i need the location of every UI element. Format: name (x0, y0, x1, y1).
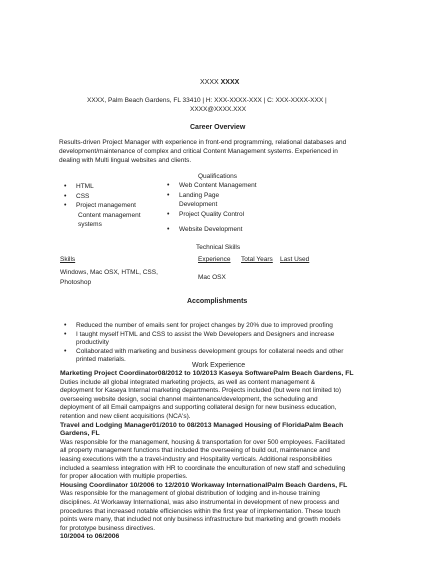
qualification-item: • Project Quality Control (165, 210, 295, 220)
name-prefix: XXXX (200, 79, 219, 86)
job-2-line: included a seamless integration with HR to coordinate the enculturation of new staff and scheduling (60, 464, 346, 472)
job-3-line: for prototype business directives. (60, 524, 156, 532)
skills-value-line-1: Windows, Mac OSX, HTML, CSS, (60, 269, 158, 276)
overview-line: development/maintenance of complex and critical Content Management systems. Experienced in (59, 148, 338, 155)
qualifications-heading: Qualifications (198, 173, 238, 180)
job-3-line: procedures that increased notable efficiencies within the first year of implementation. These touch (60, 507, 341, 515)
total-years-column-header: Total Years (241, 256, 273, 263)
overview-line: dealing with Multi lingual websites and clients. (59, 157, 192, 164)
accomplishment-item (62, 322, 382, 331)
job-1-line: deployment for Kaseya Internal marketing departments. Projects included (but were not limited to) (60, 387, 342, 395)
job-4-title: 10/2004 to 06/2006 (60, 533, 120, 541)
skills-column-header: Skills (60, 256, 76, 263)
job-3-line: points were many, that included not only business infrastructure but marketing and growth models (60, 516, 341, 524)
job-1-line: overseeing website design, social channel maintenance/development, the scheduling and (60, 395, 318, 403)
overview-line: Results-driven Project Manager with experience in front-end programming, relational databases and (59, 139, 347, 146)
contact-line-1: XXXX, Palm Beach Gardens, FL 33410 | H: XXX-XXXX-XXX | C: XXX-XXXX-XXX | (87, 97, 327, 104)
accomplishments-heading: Accomplishments (187, 298, 248, 305)
job-2-title: Travel and Lodging Manager01/2010 to 08/2013 Managed Housing of FloridaPalm Beach (60, 421, 344, 429)
job-2-line: leasing executions with the a travel-industry and Hospitality verticals. Additional responsibilities (60, 455, 333, 463)
last-used-column-header: Last Used (280, 256, 310, 263)
job-3-line: Was responsible for the management of global distribution of lodging and in-house training (60, 490, 320, 498)
accomplishments-list (62, 322, 382, 365)
skills-value-line-2: Photoshop (60, 279, 92, 286)
accomplishment-line: Collaborated with marketing and business development groups for collateral needs and other (76, 347, 344, 355)
qualification-item: Development (179, 201, 218, 208)
accomplishment-line: printed materials. (76, 356, 126, 364)
job-2-title-cont: Gardens, FL (60, 430, 100, 438)
candidate-name (200, 79, 239, 87)
job-1-title: Marketing Project Coordinator08/2012 to 10/2013 Kaseya SoftwarePalm Beach Gardens, FL (60, 370, 354, 377)
job-2-line: all property management functions that included the overseeing of build out, maintenance and (60, 447, 330, 455)
job-3-title: Housing Coordinator 10/2006 to 12/2010 Workaway InternationalPalm Beach Gardens, FL (60, 481, 348, 489)
name-bold: XXXX (220, 79, 240, 86)
qualification-item: • Landing Page (165, 191, 295, 201)
work-experience-body (60, 370, 354, 542)
qualification-item: • Website Development (165, 225, 295, 235)
career-overview-text (59, 138, 346, 165)
accomplishment-item (62, 331, 382, 348)
experience-column-header: Experience (198, 256, 231, 263)
job-1-line: retention and new client acquisitions (NCA's). (60, 412, 191, 420)
job-1-line: Duties include all global integrated marketing projects, as well as content management & (60, 378, 316, 386)
qualification-item: • HTML (62, 182, 172, 192)
job-3-line: disciplines. At Workaway International, was also instrumental in development of new process and (60, 498, 340, 506)
job-2-line: for proper allocation with multiple properties. (60, 473, 188, 481)
job-2-line: Was responsible for the management, housing & transportation for over 500 employees. Facilitated (60, 438, 345, 446)
qualification-item: • Web Content Management (165, 181, 295, 191)
accomplishment-line: Reduced the number of emails sent for project changes by 20% due to improved proofing (76, 322, 333, 329)
contact-line-2: XXXX@XXXX.XXX (190, 106, 247, 113)
qualification-item: Content management (78, 211, 141, 219)
work-experience-heading: Work Experience (192, 362, 246, 369)
qualification-item: systems (78, 221, 102, 228)
qualification-item: • Project management (62, 201, 172, 211)
job-1-line: deployment of all Email campaigns and supporting collateral design for new business education, (60, 404, 337, 412)
qualification-item: • CSS (62, 192, 172, 202)
accomplishment-line: I taught myself HTML and CSS to assist the Web Developers and Designers and increase (76, 330, 335, 338)
technical-skills-heading: Technical Skills (196, 244, 241, 251)
qualifications-left-list (62, 182, 172, 230)
experience-value: Mac OSX (198, 274, 226, 281)
career-overview-heading: Career Overview (190, 124, 246, 131)
qualifications-right-list (165, 181, 295, 235)
accomplishment-line: productivity (76, 339, 109, 347)
